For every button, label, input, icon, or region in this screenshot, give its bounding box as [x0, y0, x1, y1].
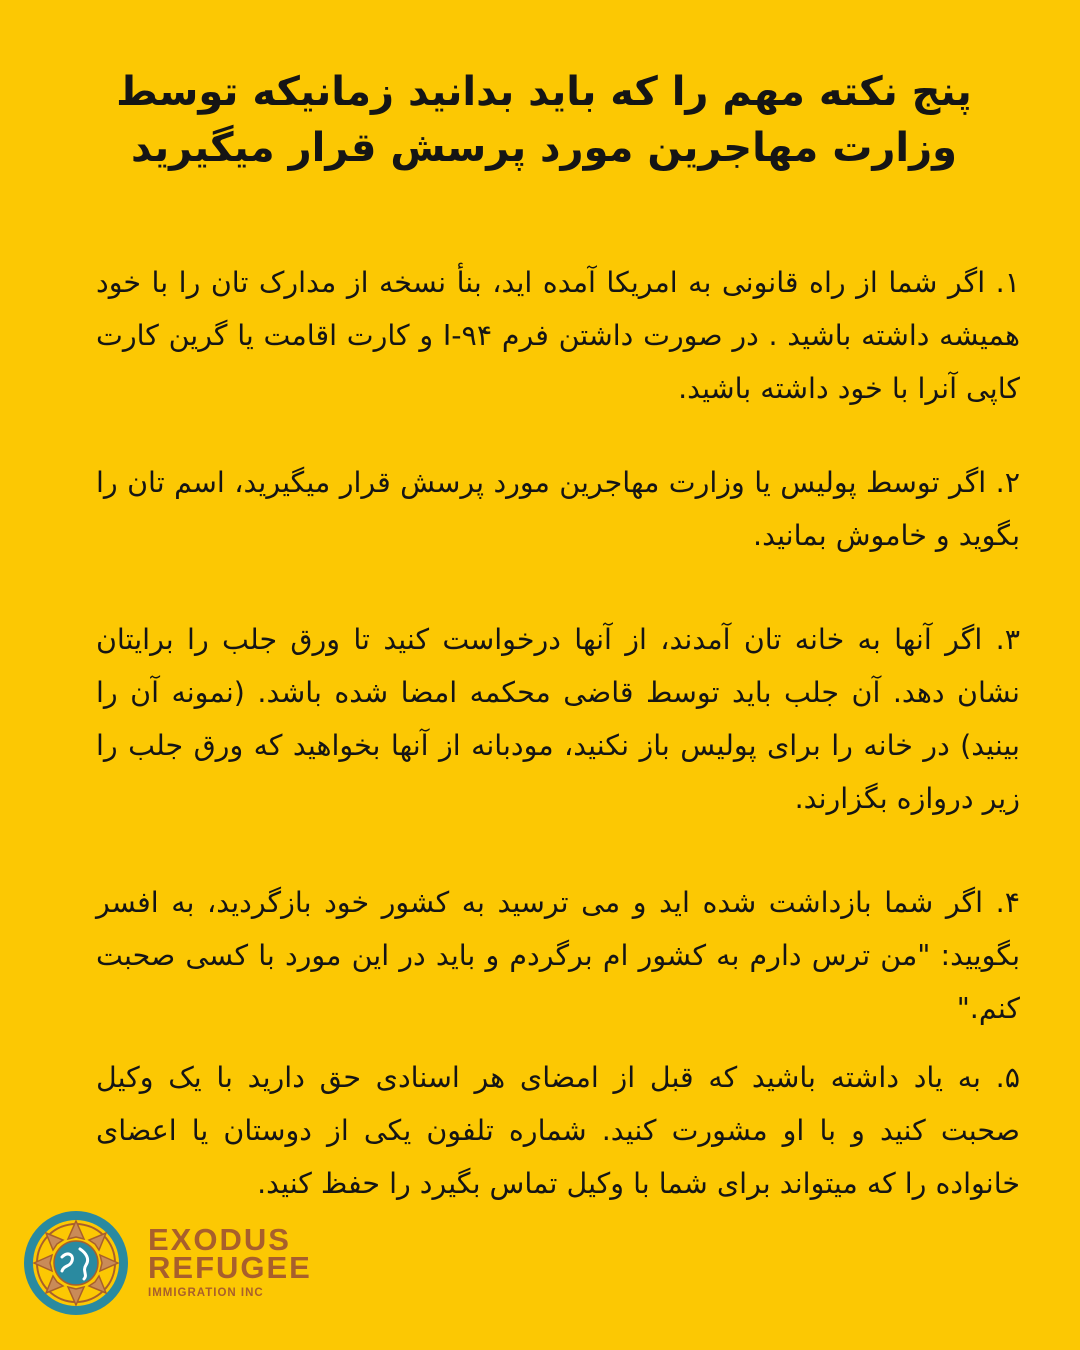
- globe-flower-emblem-icon: [22, 1209, 130, 1317]
- tips-list: [96, 256, 1020, 1210]
- logo-line-3: IMMIGRATION INC: [148, 1286, 264, 1299]
- tip-item-1: ۱. اگر شما از راه قانونی به امریکا آمده اید، بنأ نسخه از مدارک تان را با خود همیشه داشته باشید . در صورت داشتن فرم ۹۴-I و کارت اقامت یا گرین کارت کاپی آنرا با خود داشته باشید.: [96, 266, 1020, 405]
- tip-item-5: ۵. به یاد داشته باشید که قبل از امضای هر اسنادی حق دارید با یک وکیل صحبت کنید و با او مشورت کنید. شماره تلفون یکی از دوستان یا اعضای خانواده را که میتواند برای شما با وکیل تماس بگیرد را حفظ کنید.: [96, 1061, 1020, 1200]
- logo-wordmark: [148, 1221, 312, 1301]
- organization-logo: [22, 1204, 322, 1322]
- tip-item-3: ۳. اگر آنها به خانه تان آمدند، از آنها درخواست کنید تا ورق جلب را برایتان نشان دهد. آن جلب باید توسط قاضی محکمه امضا شده باشد. (نمونه آن را بینید) در خانه را برای پولیس باز نکنید، مودبانه از آنها بخواهید که ورق جلب را زیر دروازه بگزارند.: [96, 623, 1020, 815]
- logo-line-2: REFUGEE: [148, 1249, 312, 1285]
- tip-item-2: ۲. اگر توسط پولیس یا وزارت مهاجرین مورد پرسش قرار میگیرید، اسم تان را بگوید و خاموش بمانید.: [96, 466, 1020, 552]
- page-title: پنج نکته مهم را که باید بدانید زمانیکه توسط وزارت مهاجرین مورد پرسش قرار میگیرید: [116, 69, 972, 171]
- logo-line-1: EXODUS: [148, 1221, 291, 1257]
- tip-item-4: ۴. اگر شما بازداشت شده اید و می ترسید به کشور خود بازگردید، به افسر بگویید: "من ترس دارم به کشور ام برگردم و باید در این مورد با کسی صحبت کنم.": [96, 886, 1020, 1025]
